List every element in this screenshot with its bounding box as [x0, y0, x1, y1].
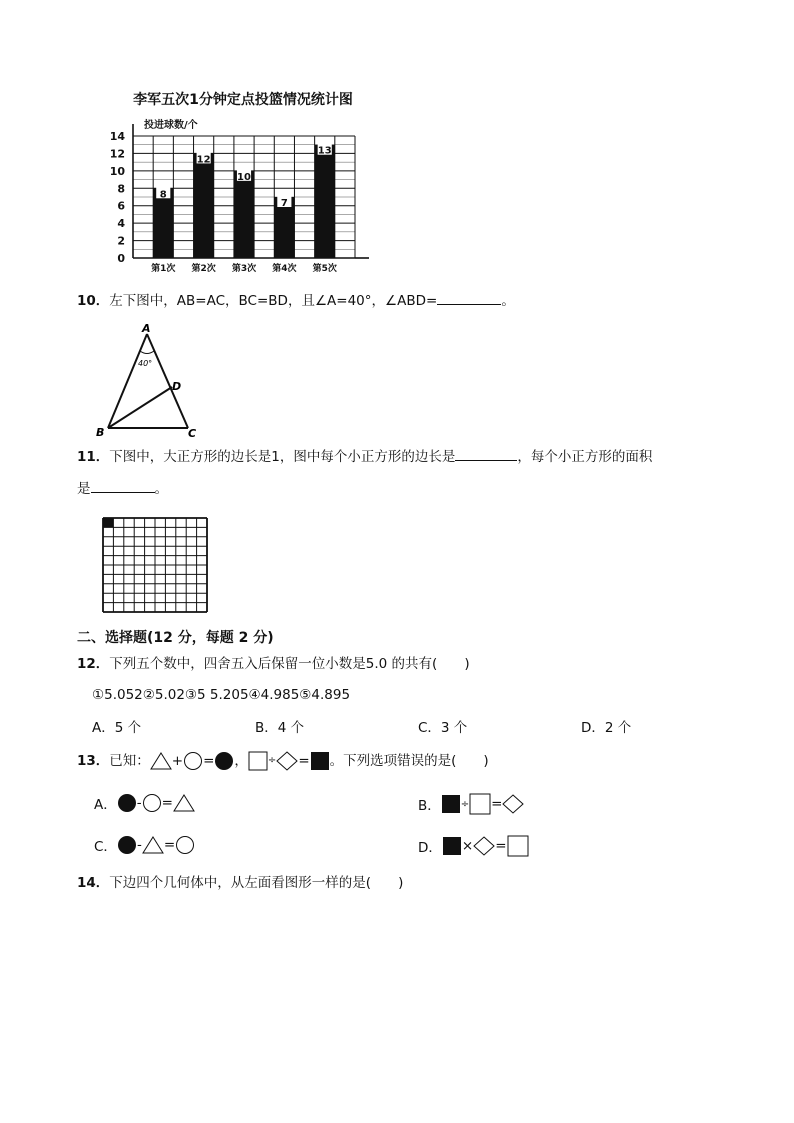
option-c[interactable]: C．3 个: [418, 720, 468, 736]
question-number: 12．: [77, 656, 110, 672]
filled-circle-icon: [117, 835, 137, 855]
question-12-items: ①5.052②5.02③5 5.205④4.985⑤4.895: [92, 687, 351, 703]
triangle-icon: [173, 793, 195, 813]
option-d[interactable]: D．2 个: [581, 720, 632, 736]
bar-value-label: 10: [237, 171, 251, 183]
plus-sign: +: [171, 753, 184, 769]
x-tick-label: 第2次: [191, 264, 216, 274]
filled-square-icon: [442, 836, 462, 856]
y-tick-label: 0: [117, 252, 125, 265]
q13-option-d[interactable]: [418, 835, 529, 857]
question-11-line1: [77, 446, 652, 467]
equals-sign: =: [161, 795, 173, 811]
chart-title: 李军五次1分钟定点投篮情况统计图: [133, 92, 353, 108]
times-sign: ×: [461, 838, 474, 854]
question-10: [77, 290, 515, 311]
question-text: 左下图中，AB=AC，BC=BD，且∠A=40°，∠ABD=: [109, 293, 438, 309]
side-ab: [108, 334, 147, 428]
question-12: [77, 654, 470, 674]
bar: [234, 171, 254, 258]
answer-blank-side[interactable]: [455, 446, 517, 461]
option-letter: D．: [418, 840, 442, 856]
option-letter: C．: [94, 839, 117, 855]
question-number: 13．: [77, 753, 110, 769]
question-number: 10．: [77, 293, 110, 309]
label-angle: 40°: [138, 359, 153, 368]
q13-option-a[interactable]: [94, 793, 195, 813]
bar-value-label: 8: [159, 189, 167, 201]
bar-value-label: 13: [317, 145, 332, 157]
side-ac: [147, 334, 188, 428]
square-grid-figure: [102, 517, 210, 615]
equals-sign: =: [491, 796, 503, 812]
circle-icon: [142, 793, 162, 813]
chart-x-ticks: [151, 262, 337, 274]
y-tick-label: 12: [109, 147, 125, 161]
bar-value-label: 12: [196, 154, 211, 166]
equals-sign: =: [203, 753, 215, 769]
bar: [315, 145, 335, 258]
question-end: 。: [501, 293, 515, 309]
bar: [194, 153, 214, 258]
label-c: C: [188, 427, 197, 438]
square-icon: [507, 835, 529, 857]
question-text-end: 。下列选项错误的是( ): [329, 753, 489, 769]
y-tick-label: 6: [117, 199, 125, 213]
question-end: 。: [154, 481, 168, 497]
square-icon: [469, 793, 491, 815]
triangle-icon: [142, 835, 164, 855]
diamond-icon: [473, 836, 495, 856]
answer-blank-area[interactable]: [91, 478, 155, 493]
square-icon: [248, 751, 268, 771]
q13-option-c[interactable]: [94, 835, 195, 855]
bar-value-label: 7: [280, 198, 288, 209]
question-text-mid: ，每个小正方形的面积: [517, 449, 653, 465]
question-text: 是: [77, 481, 91, 497]
filled-square-icon: [310, 751, 330, 771]
option-letter: A．: [94, 797, 117, 813]
x-tick-label: 第1次: [151, 264, 176, 274]
minus-sign: -: [136, 795, 142, 811]
question-number: 11．: [77, 449, 110, 465]
equals-sign: =: [163, 837, 176, 853]
label-d: D: [172, 380, 182, 393]
diamond-icon: [502, 794, 524, 814]
divide-sign: ÷: [267, 755, 277, 766]
question-14: [77, 873, 403, 893]
segment-bd: [108, 387, 172, 428]
chart-ylabel: 投进球数/个: [144, 120, 198, 131]
question-13: [77, 751, 489, 771]
filled-circle-icon: [117, 793, 137, 813]
label-a: A: [142, 322, 151, 335]
q13-option-b[interactable]: [418, 793, 524, 815]
filled-square-icon: [441, 794, 461, 814]
question-number: 14．: [77, 875, 110, 891]
question-text: 下图中，大正方形的边长是1，图中每个小正方形的边长是: [109, 449, 456, 465]
equals-sign: =: [298, 753, 310, 769]
y-tick-label: 2: [117, 234, 125, 248]
diamond-icon: [276, 751, 298, 771]
y-tick-label: 10: [109, 164, 125, 178]
triangle-figure: [88, 320, 208, 438]
divide-sign: ÷: [460, 798, 470, 810]
filled-circle-icon: [214, 751, 234, 771]
chart-y-ticks: [110, 130, 126, 265]
circle-icon: [183, 751, 203, 771]
circle-icon: [175, 835, 195, 855]
question-text: 下列五个数中，四舍五入后保留一位小数是5.0 的共有( ): [109, 656, 470, 672]
question-text: 下边四个几何体中，从左面看图形一样的是( ): [109, 875, 404, 891]
answer-blank[interactable]: [437, 290, 501, 305]
question-text: 已知：: [109, 753, 150, 769]
y-tick-label: 8: [117, 182, 125, 196]
option-letter: B．: [418, 798, 441, 814]
option-a[interactable]: A．5 个: [92, 720, 142, 736]
y-tick-label: 4: [117, 217, 125, 231]
minus-sign: -: [136, 837, 142, 853]
y-tick-label: 14: [109, 130, 125, 143]
shaded-small-square: [103, 518, 113, 527]
equals-sign: =: [495, 838, 507, 854]
x-tick-label: 第3次: [231, 264, 257, 274]
section-heading: 二、选择题(12 分，每题 2 分): [77, 630, 274, 646]
triangle-icon: [150, 751, 172, 771]
angle-arc: [140, 351, 154, 354]
label-b: B: [96, 426, 105, 438]
x-tick-label: 第4次: [272, 264, 297, 274]
x-tick-label: 第5次: [312, 264, 337, 274]
option-b[interactable]: B．4 个: [255, 720, 305, 736]
bar-chart: [108, 86, 378, 281]
comma: ，: [234, 753, 248, 769]
question-11-line2: [77, 478, 168, 499]
